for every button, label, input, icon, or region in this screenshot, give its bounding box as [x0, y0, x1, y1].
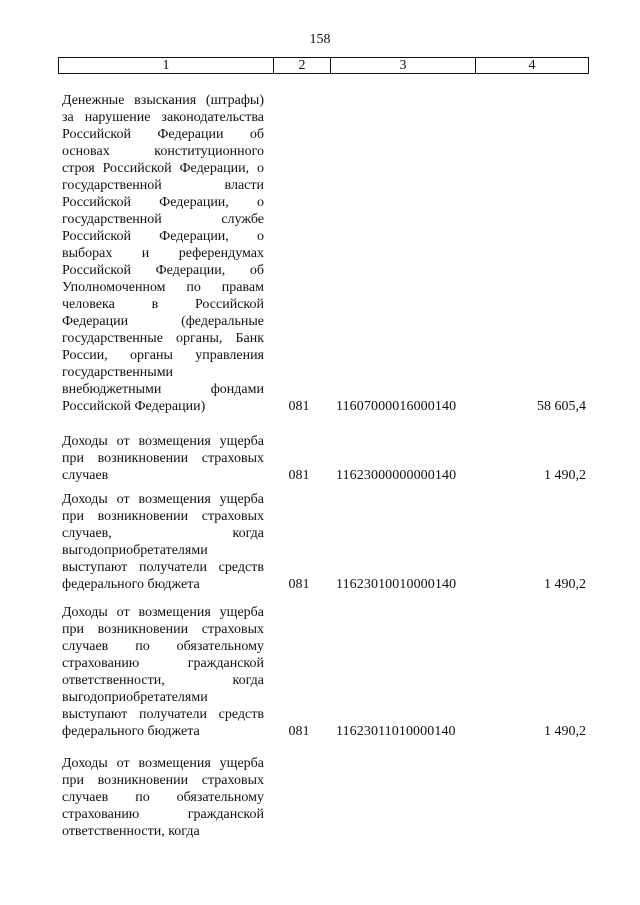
description-line: случаев по обязательному	[62, 639, 264, 654]
description-line: федерального бюджета	[62, 577, 200, 592]
admin-code: 081	[288, 577, 310, 592]
description-line: Доходы от возмещения ущерба	[62, 492, 264, 507]
amount-value: 1 490,2	[544, 724, 586, 739]
description-line: государственной службе	[62, 212, 264, 227]
budget-classification-code: 11623011010000140	[336, 724, 456, 739]
budget-classification-code: 11607000016000140	[336, 399, 457, 414]
description-line: внебюджетными фондами	[62, 382, 264, 397]
description-line: выступают получатели средств	[62, 707, 264, 722]
description-line: человека в Российской	[62, 297, 264, 312]
column-header-table	[58, 57, 589, 74]
description-line: при возникновении страховых	[62, 451, 264, 466]
row-description	[62, 604, 264, 740]
description-line: России, органы управления	[62, 348, 264, 363]
description-line: при возникновении страховых	[62, 773, 264, 788]
amount-value: 1 490,2	[544, 468, 586, 483]
description-line: Российской Федерации, об	[62, 263, 264, 278]
row-description	[62, 433, 264, 484]
description-line: при возникновении страховых	[62, 509, 264, 524]
page-number: 158	[309, 32, 331, 47]
description-line: при возникновении страховых	[62, 622, 264, 637]
description-line: строя Российской Федерации, о	[62, 161, 264, 176]
description-line: Денежные взыскания (штрафы)	[62, 93, 264, 108]
description-line: выборах и референдумах	[62, 246, 264, 261]
description-line: основах конституционного	[62, 144, 264, 159]
description-line: страхованию гражданской	[62, 656, 264, 671]
description-line: выступают получатели средств	[62, 560, 264, 575]
row-description	[62, 92, 264, 415]
column-header-3: 3	[331, 58, 476, 74]
column-header-1: 1	[59, 58, 274, 74]
admin-code: 081	[288, 399, 310, 414]
description-line: Доходы от возмещения ущерба	[62, 605, 264, 620]
description-line: случаев, когда	[62, 526, 264, 541]
description-line: Уполномоченном по правам	[62, 280, 264, 295]
description-line: ответственности, когда	[62, 824, 200, 839]
description-line: страхованию гражданской	[62, 807, 264, 822]
description-line: выгодоприобретателями	[62, 543, 208, 558]
description-line: Российской Федерации, о	[62, 229, 264, 244]
description-line: Российской Федерации об	[62, 127, 264, 142]
description-line: выгодоприобретателями	[62, 690, 208, 705]
amount-value: 1 490,2	[544, 577, 586, 592]
description-line: Российской Федерации)	[62, 399, 206, 414]
admin-code: 081	[288, 468, 310, 483]
row-description	[62, 755, 264, 840]
column-header-4: 4	[476, 58, 589, 74]
description-line: ответственности, когда	[62, 673, 264, 688]
description-line: Федерации (федеральные	[62, 314, 264, 329]
description-line: за нарушение законодательства	[62, 110, 264, 125]
description-line: случаев по обязательному	[62, 790, 264, 805]
budget-classification-code: 11623010010000140	[336, 577, 457, 592]
description-line: государственными	[62, 365, 174, 380]
amount-value: 58 605,4	[537, 399, 586, 414]
description-line: Российской Федерации, о	[62, 195, 264, 210]
row-description	[62, 491, 264, 593]
description-line: государственные органы, Банк	[62, 331, 264, 346]
description-line: Доходы от возмещения ущерба	[62, 434, 264, 449]
description-line: федерального бюджета	[62, 724, 200, 739]
column-header-2: 2	[274, 58, 331, 74]
description-line: государственной власти	[62, 178, 264, 193]
description-line: случаев	[62, 468, 109, 483]
admin-code: 081	[288, 724, 310, 739]
description-line: Доходы от возмещения ущерба	[62, 756, 264, 771]
budget-classification-code: 11623000000000140	[336, 468, 457, 483]
